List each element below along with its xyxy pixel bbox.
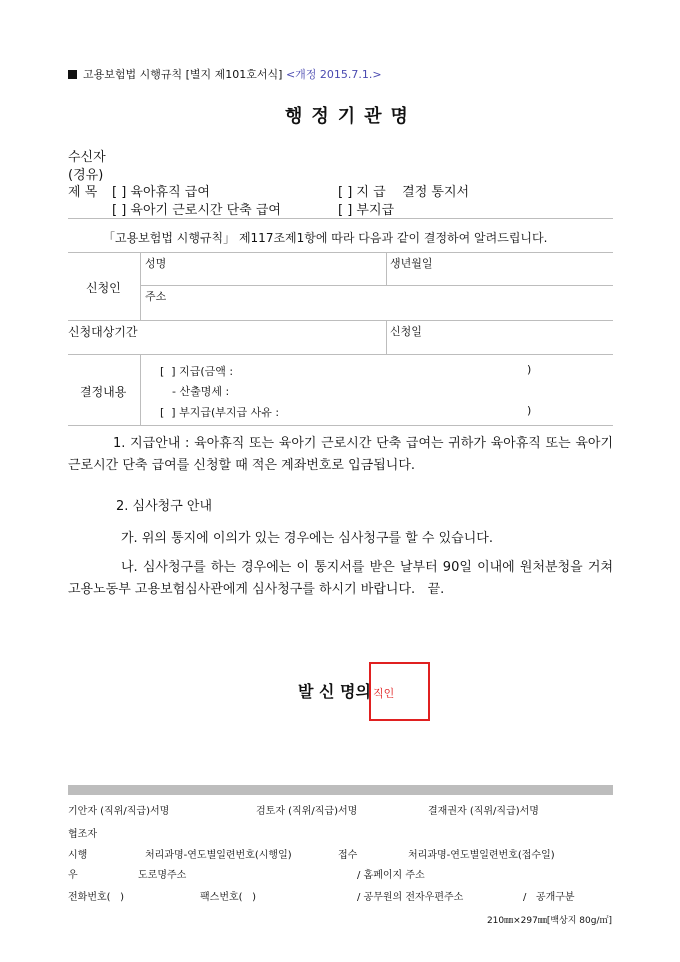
phone-label: 전화번호( ) xyxy=(68,892,124,903)
decision-detail-line: - 산출명세 : xyxy=(172,385,230,398)
subject-option-nonpay: [ ] 부지급 xyxy=(338,203,395,218)
subject-option-pay-decision: [ ] 지 급 결정 통지서 xyxy=(338,185,470,200)
sender-name: 발 신 명의 xyxy=(298,682,371,701)
decision-label: 결정내용 xyxy=(80,385,127,399)
table-col-divider xyxy=(386,252,387,285)
name-label: 성명 xyxy=(145,257,167,270)
form-reference xyxy=(68,66,382,82)
receipt-number-label: 처리과명-연도별일련번호(접수일) xyxy=(408,850,555,861)
page-title: 행정기관명 xyxy=(285,106,417,127)
execution-label: 시행 xyxy=(68,850,88,861)
table-bottom-border xyxy=(68,425,613,426)
table-top-border xyxy=(68,252,613,253)
table-col-divider xyxy=(140,354,141,425)
revision-note: <개정 2015.7.1.> xyxy=(285,68,382,81)
reviewer-label: 검토자 (직위/직급)서명 xyxy=(256,806,358,817)
recipient-label: 수신자 xyxy=(68,150,106,165)
birth-date-label: 생년월일 xyxy=(390,257,433,270)
table-row-divider xyxy=(68,320,613,321)
intro-text: 「고용보험법 시행규칙」 제117조제1항에 따라 다음과 같이 결정하여 알려드립니다. xyxy=(103,231,548,245)
cooperator-label: 협조자 xyxy=(68,829,97,840)
subject-option-reduced-hours: [ ] 육아기 근로시간 단축 급여 xyxy=(112,203,281,218)
form-ref-text: 고용보험법 시행규칙 [별지 제101호서식] xyxy=(83,68,283,81)
payment-guide-paragraph: 1. 지급안내 : 육아휴직 또는 육아기 근로시간 단축 급여는 귀하가 육아휴직 또는 육아기 근로시간 단축 급여를 신청할 때 적은 계좌번호로 입금됩니다. xyxy=(68,436,613,473)
drafter-label: 기안자 (직위/직급)서명 xyxy=(68,806,170,817)
decision-nonpay-close: ) xyxy=(527,404,532,417)
fax-label: 팩스번호( ) xyxy=(200,892,256,903)
table-col-divider xyxy=(140,252,141,320)
address-label: 주소 xyxy=(145,290,167,303)
official-seal-label: 직인 xyxy=(373,687,395,700)
application-date-label: 신청일 xyxy=(390,325,422,338)
via-label: (경유) xyxy=(68,168,104,183)
subject-option-childcare-leave: [ ] 육아휴직 급여 xyxy=(112,185,210,200)
table-row-divider xyxy=(140,285,613,286)
table-col-divider xyxy=(386,320,387,354)
application-period-label: 신청대상기간 xyxy=(68,325,138,339)
paper-spec: 210㎜×297㎜[백상지 80g/㎡] xyxy=(486,916,612,926)
disclosure-label: / 공개구분 xyxy=(523,892,575,903)
decision-pay-close: ) xyxy=(527,363,532,376)
road-address-label: 도로명주소 xyxy=(138,870,187,881)
decision-pay-line: [ ] 지급(금액 : xyxy=(160,365,234,378)
appeal-guide-item-a: 가. 위의 통지에 이의가 있는 경우에는 심사청구를 할 수 있습니다. xyxy=(121,531,493,546)
appeal-guide-heading: 2. 심사청구 안내 xyxy=(116,499,213,514)
footer-bar xyxy=(68,785,613,795)
appeal-guide-item-b: 나. 심사청구를 하는 경우에는 이 통지서를 받은 날부터 90일 이내에 원처분청을 거쳐 고용노동부 고용보험심사관에게 심사청구를 하시기 바랍니다. 끝. xyxy=(68,560,618,597)
table-row-divider xyxy=(68,354,613,355)
execution-number-label: 처리과명-연도별일련번호(시행일) xyxy=(145,850,292,861)
subject-label: 제 목 xyxy=(68,185,98,200)
approver-label: 결재권자 (직위/직급)서명 xyxy=(428,806,539,817)
receipt-label: 접수 xyxy=(338,850,358,861)
decision-nonpay-line: [ ] 부지급(부지급 사유 : xyxy=(160,406,280,419)
email-label: / 공무원의 전자우편주소 xyxy=(357,892,464,903)
applicant-label: 신청인 xyxy=(86,281,121,295)
homepage-label: / 홈페이지 주소 xyxy=(357,870,425,881)
divider xyxy=(68,218,613,219)
black-square-icon xyxy=(68,70,77,79)
zip-label: 우 xyxy=(68,870,78,881)
